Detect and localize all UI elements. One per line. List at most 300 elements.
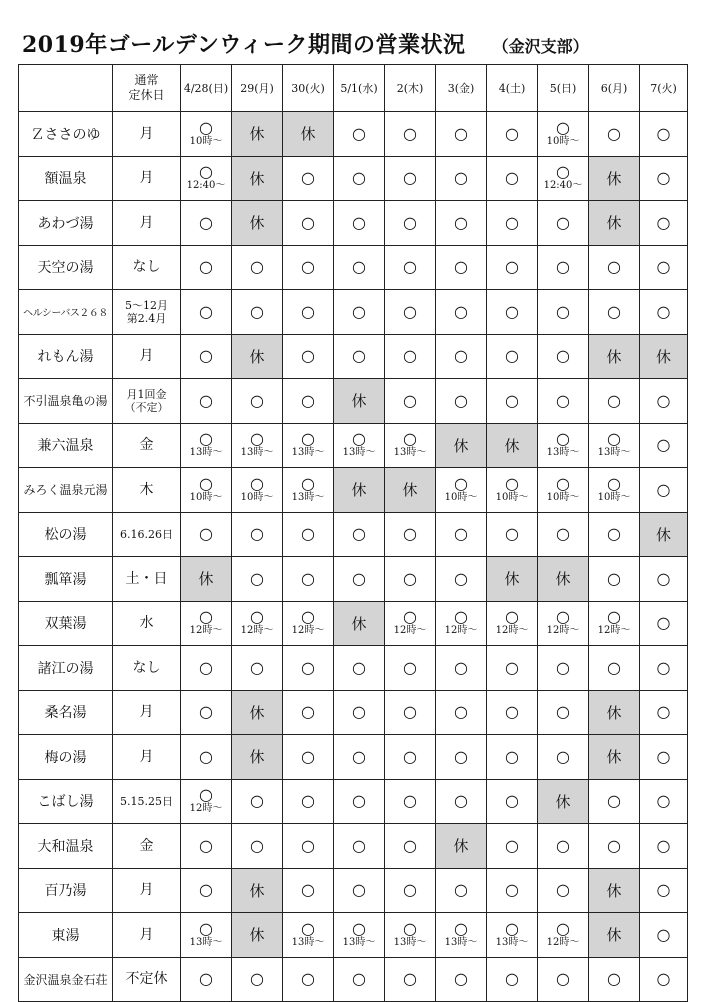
status-open xyxy=(589,512,640,557)
status-closed: 休 xyxy=(232,112,283,157)
open-mark: ○ xyxy=(505,473,519,493)
status-open xyxy=(640,646,688,691)
status-open xyxy=(283,557,334,602)
open-mark: ○ xyxy=(403,702,417,722)
facility-name: 東湯 xyxy=(19,913,113,958)
status-open xyxy=(334,735,385,780)
status-open xyxy=(232,779,283,824)
open-mark: ○ xyxy=(403,524,417,544)
status-open xyxy=(181,735,232,780)
opening-time: 13時～ xyxy=(342,936,376,948)
status-open xyxy=(181,601,232,646)
status-closed: 休 xyxy=(232,201,283,246)
open-mark: ○ xyxy=(199,162,213,182)
open-mark: ○ xyxy=(301,346,315,366)
open-mark: ○ xyxy=(607,524,621,544)
open-mark: ○ xyxy=(352,257,366,277)
open-mark: ○ xyxy=(403,791,417,811)
facility-name: ヘルシーバス２６８ xyxy=(19,290,113,335)
open-mark: ○ xyxy=(199,390,213,410)
status-open xyxy=(181,690,232,735)
status-open xyxy=(538,290,589,335)
opening-time: 12時～ xyxy=(444,625,478,637)
status-open xyxy=(385,423,436,468)
open-mark: ○ xyxy=(656,969,671,989)
open-mark: ○ xyxy=(301,429,315,449)
table-row xyxy=(19,245,688,290)
status-open xyxy=(487,957,538,1002)
status-closed: 休 xyxy=(589,868,640,913)
status-open xyxy=(436,868,487,913)
open-mark: ○ xyxy=(454,918,468,938)
regular-holiday: 水 xyxy=(113,601,181,646)
status-open xyxy=(436,557,487,602)
status-open xyxy=(385,512,436,557)
open-mark: ○ xyxy=(505,835,519,855)
open-mark: ○ xyxy=(556,880,570,900)
status-open xyxy=(385,112,436,157)
status-open xyxy=(487,334,538,379)
status-open xyxy=(538,868,589,913)
status-open xyxy=(640,112,688,157)
status-open xyxy=(232,245,283,290)
status-open xyxy=(181,201,232,246)
open-mark: ○ xyxy=(454,212,468,232)
status-open xyxy=(232,468,283,513)
status-open xyxy=(181,245,232,290)
regular-holiday: 5～12月 第2.4月 xyxy=(113,290,181,335)
status-open xyxy=(283,913,334,958)
header-date: 29(月) xyxy=(232,65,283,112)
table-row xyxy=(19,868,688,913)
open-mark: ○ xyxy=(454,257,468,277)
open-mark: ○ xyxy=(199,880,213,900)
status-open xyxy=(640,557,688,602)
status-closed: 休 xyxy=(538,557,589,602)
open-mark: ○ xyxy=(505,257,519,277)
status-open xyxy=(487,824,538,869)
status-closed: 休 xyxy=(640,512,688,557)
open-mark: ○ xyxy=(301,791,315,811)
status-open xyxy=(436,512,487,557)
status-open xyxy=(487,201,538,246)
status-open xyxy=(232,290,283,335)
open-mark: ○ xyxy=(607,791,621,811)
open-mark: ○ xyxy=(607,429,621,449)
status-open xyxy=(487,690,538,735)
status-open xyxy=(334,112,385,157)
open-mark: ○ xyxy=(403,568,417,588)
status-open xyxy=(283,423,334,468)
status-open xyxy=(487,646,538,691)
open-mark: ○ xyxy=(607,607,621,627)
status-open xyxy=(334,779,385,824)
status-open xyxy=(589,290,640,335)
open-mark: ○ xyxy=(199,301,213,321)
open-mark: ○ xyxy=(250,607,264,627)
status-closed: 休 xyxy=(232,156,283,201)
table-row xyxy=(19,690,688,735)
status-open xyxy=(436,779,487,824)
open-mark: ○ xyxy=(505,390,519,410)
status-open xyxy=(334,824,385,869)
status-closed: 休 xyxy=(589,334,640,379)
open-mark: ○ xyxy=(352,880,366,900)
status-open xyxy=(487,379,538,424)
open-mark: ○ xyxy=(301,473,315,493)
open-mark: ○ xyxy=(556,607,570,627)
status-open xyxy=(589,557,640,602)
open-mark: ○ xyxy=(505,702,519,722)
status-open xyxy=(436,334,487,379)
open-mark: ○ xyxy=(656,479,671,499)
status-closed: 休 xyxy=(487,557,538,602)
facility-name: Ｚささのゆ xyxy=(19,112,113,157)
header-row xyxy=(19,65,688,112)
status-open xyxy=(283,690,334,735)
status-open xyxy=(334,646,385,691)
table-row xyxy=(19,112,688,157)
status-open xyxy=(640,379,688,424)
open-mark: ○ xyxy=(607,473,621,493)
status-open xyxy=(538,646,589,691)
open-mark: ○ xyxy=(505,880,519,900)
opening-time: 13時～ xyxy=(393,447,427,459)
open-mark: ○ xyxy=(454,123,468,143)
status-open xyxy=(487,779,538,824)
status-open xyxy=(181,957,232,1002)
status-open xyxy=(334,690,385,735)
regular-holiday: 5.15.25日 xyxy=(113,779,181,824)
opening-time: 13時～ xyxy=(597,447,631,459)
status-open xyxy=(538,913,589,958)
open-mark: ○ xyxy=(454,969,468,989)
status-open xyxy=(232,512,283,557)
status-open xyxy=(436,957,487,1002)
open-mark: ○ xyxy=(199,918,213,938)
page-subtitle: （金沢支部） xyxy=(492,37,589,56)
status-open xyxy=(181,290,232,335)
opening-time: 13時～ xyxy=(189,447,223,459)
status-open xyxy=(232,601,283,646)
regular-holiday: 月 xyxy=(113,334,181,379)
status-open xyxy=(283,156,334,201)
status-open xyxy=(538,824,589,869)
status-open xyxy=(385,957,436,1002)
open-mark: ○ xyxy=(301,524,315,544)
opening-time: 12時～ xyxy=(597,625,631,637)
open-mark: ○ xyxy=(656,257,671,277)
open-mark: ○ xyxy=(454,607,468,627)
opening-time: 12時～ xyxy=(495,625,529,637)
table-row xyxy=(19,824,688,869)
open-mark: ○ xyxy=(301,212,315,232)
open-mark: ○ xyxy=(301,746,315,766)
open-mark: ○ xyxy=(352,568,366,588)
status-open xyxy=(589,245,640,290)
status-open xyxy=(538,690,589,735)
status-open xyxy=(640,156,688,201)
status-open xyxy=(283,601,334,646)
open-mark: ○ xyxy=(556,346,570,366)
status-open xyxy=(283,957,334,1002)
status-closed: 休 xyxy=(538,779,589,824)
regular-holiday: 6.16.26日 xyxy=(113,512,181,557)
open-mark: ○ xyxy=(556,702,570,722)
open-mark: ○ xyxy=(352,346,366,366)
status-open xyxy=(385,690,436,735)
status-open xyxy=(232,423,283,468)
status-open xyxy=(283,735,334,780)
status-open xyxy=(283,468,334,513)
status-closed: 休 xyxy=(436,824,487,869)
status-open xyxy=(487,868,538,913)
open-mark: ○ xyxy=(199,785,213,805)
open-mark: ○ xyxy=(556,117,570,137)
open-mark: ○ xyxy=(199,969,213,989)
status-open xyxy=(640,913,688,958)
facility-name: 瓢箪湯 xyxy=(19,557,113,602)
header-date: 4(土) xyxy=(487,65,538,112)
header-date: 5/1(水) xyxy=(334,65,385,112)
open-mark: ○ xyxy=(250,429,264,449)
status-open xyxy=(589,423,640,468)
open-mark: ○ xyxy=(403,880,417,900)
open-mark: ○ xyxy=(656,835,671,855)
open-mark: ○ xyxy=(403,746,417,766)
open-mark: ○ xyxy=(656,568,671,588)
status-open xyxy=(385,735,436,780)
opening-time: 12時～ xyxy=(546,936,580,948)
opening-time: 10時～ xyxy=(546,135,580,147)
open-mark: ○ xyxy=(505,918,519,938)
facility-name: れもん湯 xyxy=(19,334,113,379)
open-mark: ○ xyxy=(250,791,264,811)
header-date: 5(日) xyxy=(538,65,589,112)
status-open xyxy=(385,557,436,602)
open-mark: ○ xyxy=(301,168,315,188)
open-mark: ○ xyxy=(301,568,315,588)
regular-holiday: 月 xyxy=(113,690,181,735)
status-open xyxy=(538,379,589,424)
open-mark: ○ xyxy=(352,168,366,188)
status-closed: 休 xyxy=(232,868,283,913)
status-open xyxy=(538,334,589,379)
opening-time: 13時～ xyxy=(342,447,376,459)
open-mark: ○ xyxy=(454,390,468,410)
open-mark: ○ xyxy=(301,835,315,855)
open-mark: ○ xyxy=(556,835,570,855)
table-row xyxy=(19,957,688,1002)
open-mark: ○ xyxy=(556,301,570,321)
open-mark: ○ xyxy=(656,657,671,677)
opening-time: 10時～ xyxy=(597,491,631,503)
open-mark: ○ xyxy=(505,791,519,811)
status-open xyxy=(487,468,538,513)
open-mark: ○ xyxy=(352,123,366,143)
status-open xyxy=(385,868,436,913)
open-mark: ○ xyxy=(250,301,264,321)
status-open xyxy=(487,245,538,290)
open-mark: ○ xyxy=(250,390,264,410)
open-mark: ○ xyxy=(556,918,570,938)
status-open xyxy=(538,512,589,557)
status-open xyxy=(334,512,385,557)
status-open xyxy=(436,379,487,424)
status-open xyxy=(181,512,232,557)
status-open xyxy=(334,290,385,335)
opening-time: 10時～ xyxy=(495,491,529,503)
status-open xyxy=(334,156,385,201)
status-open xyxy=(538,957,589,1002)
table-row xyxy=(19,468,688,513)
open-mark: ○ xyxy=(454,473,468,493)
status-open xyxy=(589,601,640,646)
open-mark: ○ xyxy=(199,607,213,627)
status-open xyxy=(538,156,589,201)
open-mark: ○ xyxy=(656,390,671,410)
status-open xyxy=(334,423,385,468)
regular-holiday: なし xyxy=(113,646,181,691)
status-open xyxy=(436,156,487,201)
regular-holiday: 金 xyxy=(113,824,181,869)
status-open xyxy=(385,779,436,824)
regular-holiday: 月 xyxy=(113,156,181,201)
open-mark: ○ xyxy=(454,168,468,188)
open-mark: ○ xyxy=(454,301,468,321)
open-mark: ○ xyxy=(301,301,315,321)
table-row xyxy=(19,334,688,379)
open-mark: ○ xyxy=(656,880,671,900)
open-mark: ○ xyxy=(250,969,264,989)
status-open xyxy=(385,334,436,379)
status-open xyxy=(487,512,538,557)
status-open xyxy=(436,201,487,246)
status-open xyxy=(589,824,640,869)
opening-time: 13時～ xyxy=(291,491,325,503)
opening-time: 10時～ xyxy=(189,135,223,147)
status-closed: 休 xyxy=(487,423,538,468)
status-closed: 休 xyxy=(589,735,640,780)
status-closed: 休 xyxy=(181,557,232,602)
open-mark: ○ xyxy=(403,835,417,855)
header-date: 30(火) xyxy=(283,65,334,112)
open-mark: ○ xyxy=(454,346,468,366)
status-open xyxy=(589,379,640,424)
status-open xyxy=(283,245,334,290)
status-open xyxy=(283,290,334,335)
open-mark: ○ xyxy=(454,702,468,722)
open-mark: ○ xyxy=(301,880,315,900)
open-mark: ○ xyxy=(352,212,366,232)
open-mark: ○ xyxy=(607,257,621,277)
open-mark: ○ xyxy=(301,918,315,938)
regular-holiday: 月1回金 （不定） xyxy=(113,379,181,424)
open-mark: ○ xyxy=(607,390,621,410)
open-mark: ○ xyxy=(656,746,671,766)
open-mark: ○ xyxy=(556,212,570,232)
status-open xyxy=(232,557,283,602)
facility-name: 大和温泉 xyxy=(19,824,113,869)
open-mark: ○ xyxy=(505,969,519,989)
regular-holiday: なし xyxy=(113,245,181,290)
open-mark: ○ xyxy=(403,212,417,232)
status-open xyxy=(589,468,640,513)
status-closed: 休 xyxy=(334,468,385,513)
facility-name: 不引温泉亀の湯 xyxy=(19,379,113,424)
status-open xyxy=(385,290,436,335)
open-mark: ○ xyxy=(352,969,366,989)
opening-time: 13時～ xyxy=(393,936,427,948)
status-closed: 休 xyxy=(232,735,283,780)
status-open xyxy=(436,290,487,335)
status-open xyxy=(589,112,640,157)
status-open xyxy=(181,468,232,513)
open-mark: ○ xyxy=(454,880,468,900)
open-mark: ○ xyxy=(454,746,468,766)
status-open xyxy=(232,957,283,1002)
facility-name: こばし湯 xyxy=(19,779,113,824)
opening-time: 12時～ xyxy=(189,625,223,637)
opening-time: 12:40～ xyxy=(543,180,583,192)
opening-time: 13時～ xyxy=(240,447,274,459)
header-date: 4/28(日) xyxy=(181,65,232,112)
open-mark: ○ xyxy=(403,918,417,938)
status-open xyxy=(640,690,688,735)
status-open xyxy=(283,646,334,691)
open-mark: ○ xyxy=(301,607,315,627)
status-open xyxy=(181,379,232,424)
status-open xyxy=(640,957,688,1002)
status-open xyxy=(232,379,283,424)
status-open xyxy=(640,779,688,824)
header-date: 6(月) xyxy=(589,65,640,112)
table-row xyxy=(19,156,688,201)
status-open xyxy=(334,201,385,246)
open-mark: ○ xyxy=(656,168,671,188)
facility-name: 松の湯 xyxy=(19,512,113,557)
status-open xyxy=(436,690,487,735)
header-date: 2(木) xyxy=(385,65,436,112)
status-open xyxy=(181,868,232,913)
status-open xyxy=(538,423,589,468)
status-open xyxy=(436,112,487,157)
opening-time: 13時～ xyxy=(291,447,325,459)
open-mark: ○ xyxy=(607,301,621,321)
opening-time: 12時～ xyxy=(189,803,223,815)
opening-time: 12時～ xyxy=(240,625,274,637)
status-closed: 休 xyxy=(334,601,385,646)
open-mark: ○ xyxy=(454,524,468,544)
status-open xyxy=(640,290,688,335)
table-row xyxy=(19,423,688,468)
status-open xyxy=(385,379,436,424)
header-date: 7(火) xyxy=(640,65,688,112)
open-mark: ○ xyxy=(199,835,213,855)
open-mark: ○ xyxy=(352,918,366,938)
header-date: 3(金) xyxy=(436,65,487,112)
status-open xyxy=(589,779,640,824)
opening-time: 10時～ xyxy=(444,491,478,503)
open-mark: ○ xyxy=(352,524,366,544)
open-mark: ○ xyxy=(199,346,213,366)
open-mark: ○ xyxy=(403,301,417,321)
open-mark: ○ xyxy=(301,257,315,277)
open-mark: ○ xyxy=(199,117,213,137)
status-closed: 休 xyxy=(232,913,283,958)
status-open xyxy=(334,245,385,290)
open-mark: ○ xyxy=(403,657,417,677)
